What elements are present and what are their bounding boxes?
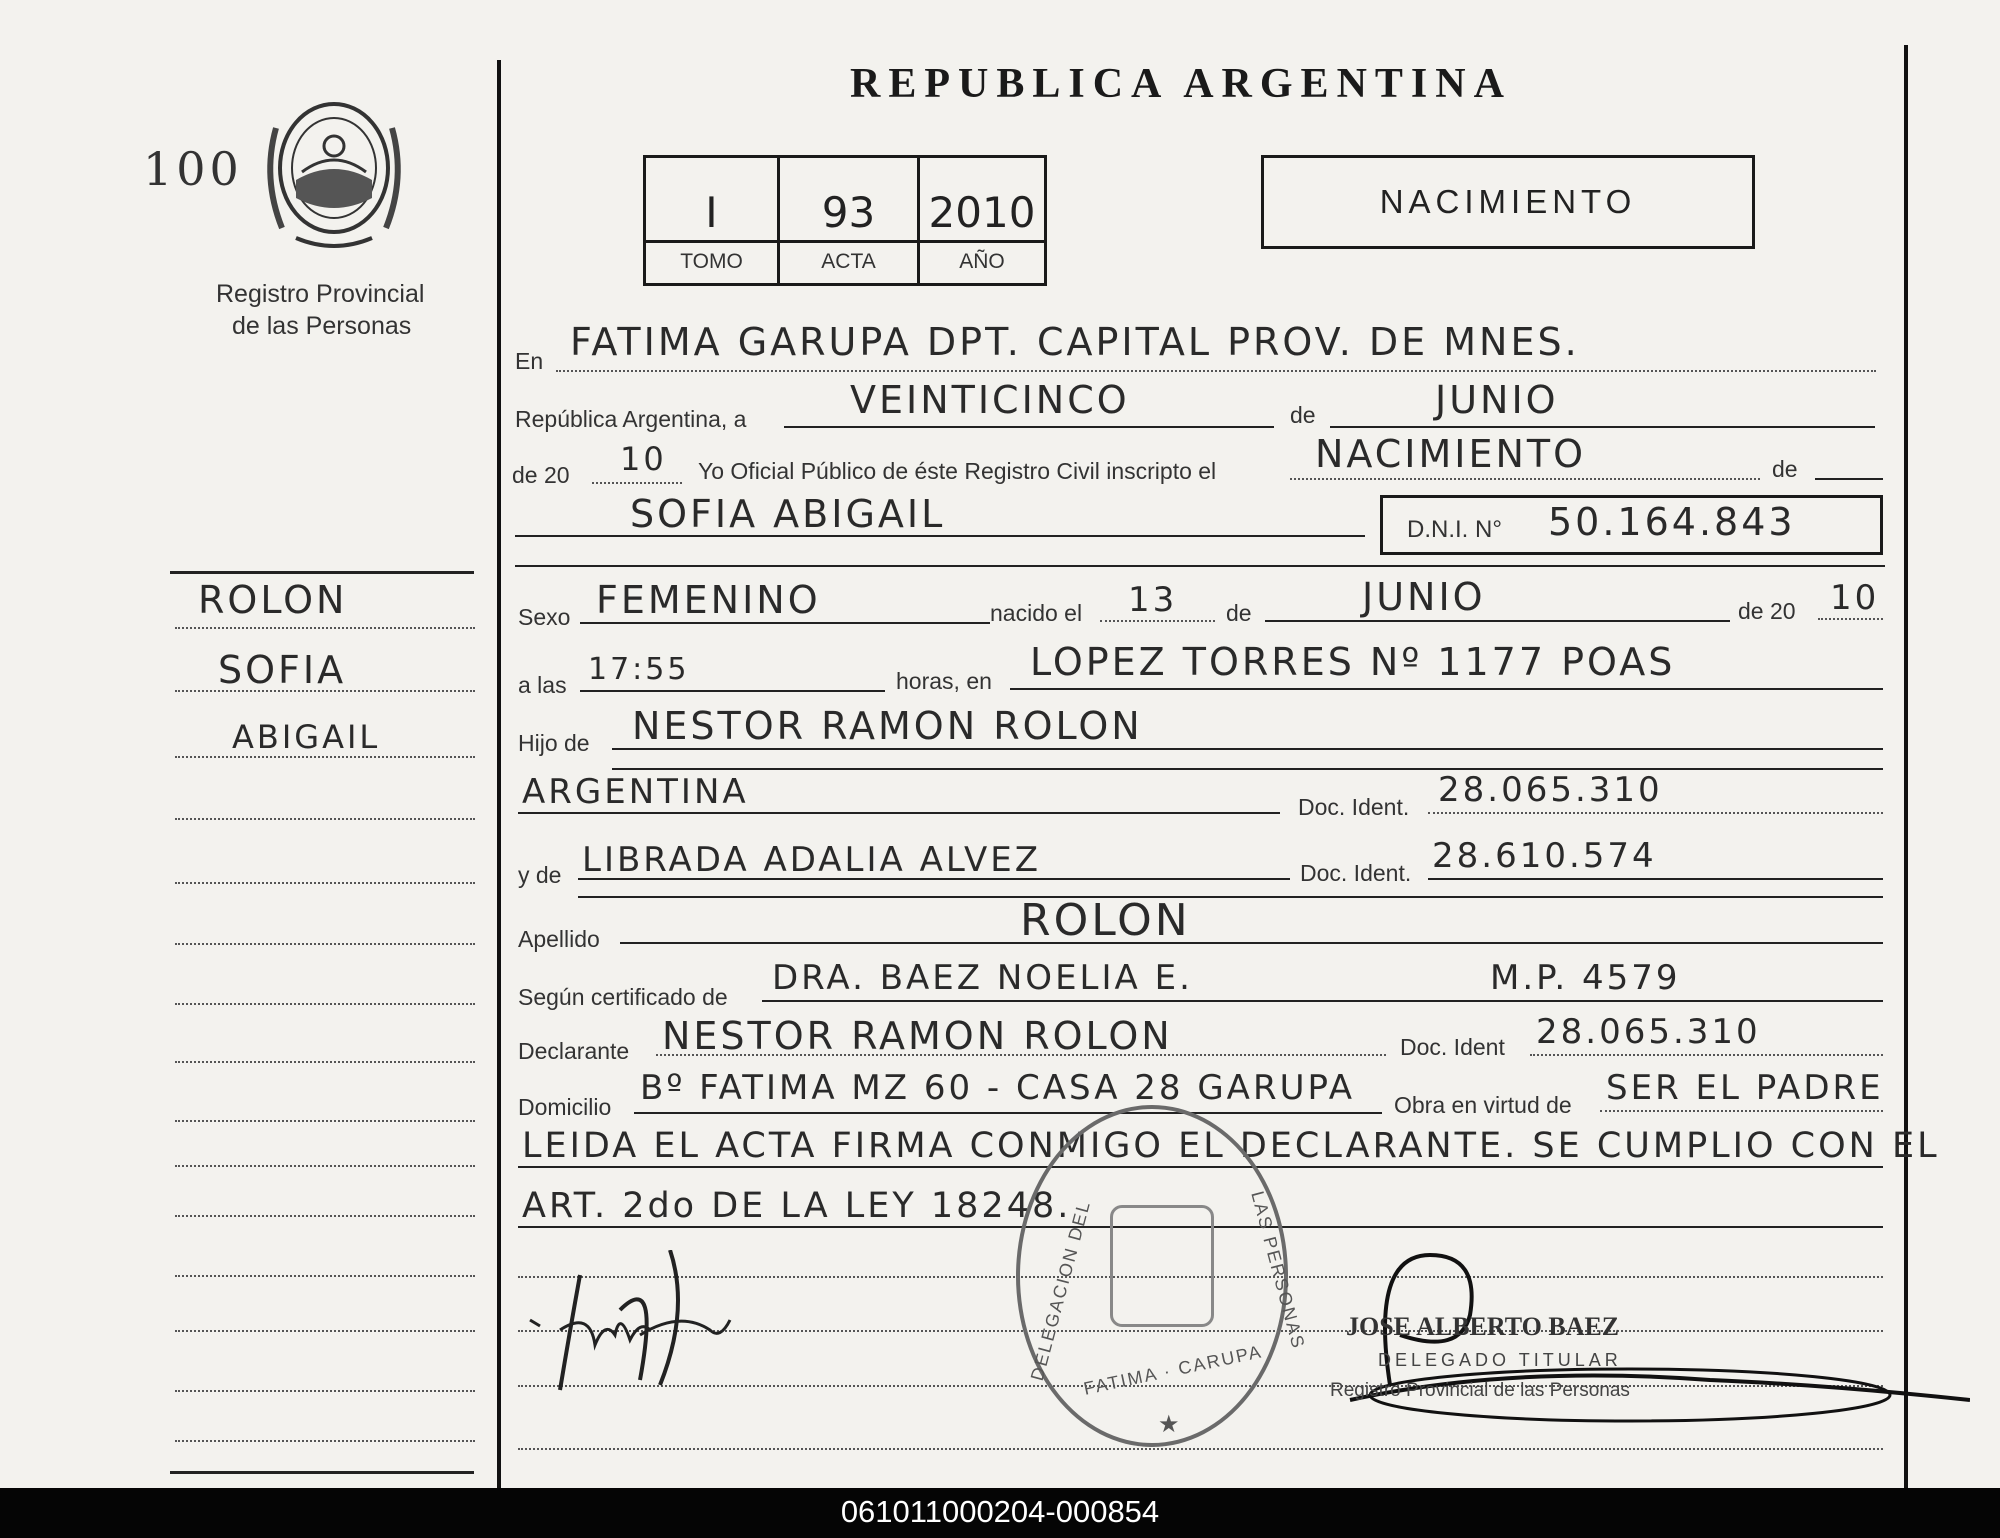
declarante-label: Declarante [518,1038,630,1064]
doc-ident-label-2: Doc. Ident. [1300,860,1412,886]
dni-box [1380,495,1883,555]
padre-line [612,748,1883,750]
nacionalidad-line [518,812,1280,814]
apellido-label: Apellido [518,926,600,952]
de20-label-2: de 20 [1738,598,1796,624]
apellido-value: ROLON [1020,895,1191,946]
inscripto-line [1290,478,1760,480]
nacionalidad-value: ARGENTINA [522,772,749,812]
official-name: JOSE ALBERTO BAEZ [1346,1312,1620,1341]
seal-emblem-icon [1110,1205,1214,1327]
sexo-label: Sexo [518,604,571,630]
horas-en-label: horas, en [896,668,992,694]
domicilio-label: Domicilio [518,1094,612,1120]
child-name-value: SOFIA ABIGAIL [630,492,946,536]
nacido-label: nacido el [990,600,1083,626]
sidebar-bottom-rule [170,1471,474,1474]
place-value: FATIMA GARUPA DPT. CAPITAL PROV. DE MNES. [570,320,1580,364]
medico-value: DRA. BAEZ NOELIA E. [772,958,1193,998]
domicilio-line [634,1112,1382,1114]
sidebar-line [175,1165,475,1167]
de-label-2: de [1772,456,1798,482]
month-line [1330,426,1875,428]
apellido-line [620,942,1883,944]
obra-line [1600,1110,1883,1112]
sidebar-line [175,943,475,945]
hora-value: 17:55 [588,652,690,687]
anio-label: AÑO [920,240,1044,283]
seal-text-right: LAS PERSONAS [1247,1189,1309,1352]
acta-label: ACTA [780,240,917,283]
padre-value: NESTOR RAMON ROLON [632,704,1143,748]
padre-line-2 [612,768,1883,770]
record-number-box [643,155,1047,286]
seal-text-bottom: FATIMA · CARUPA [1081,1341,1265,1399]
day-words-value: VEINTICINCO [850,378,1130,422]
sidebar-line [175,1275,475,1277]
record-type-box: NACIMIENTO [1261,155,1755,249]
sidebar-line [175,1215,475,1217]
acta-value: 93 [821,188,876,237]
acta-cell [780,158,920,283]
padre-doc-value: 28.065.310 [1438,770,1663,810]
de20-label: de 20 [512,462,570,488]
sidebar-line [175,1330,475,1332]
lugar-value: LOPEZ TORRES Nº 1177 POAS [1030,640,1676,684]
sidebar-line [175,882,475,884]
tomo-value: I [705,188,718,237]
nacido-month-line [1265,620,1730,622]
madre-value: LIBRADA ADALIA ALVEZ [582,840,1042,880]
year-suffix-value: 10 [620,440,667,478]
de-label-3: de [1226,600,1252,626]
sidebar-line [175,690,475,692]
header-divider [515,565,1885,567]
document-title: REPUBLICA ARGENTINA [850,61,1512,107]
sidebar-name-1: SOFIA [218,648,347,692]
seal-star-icon: ★ [1158,1411,1180,1438]
day-line [784,426,1274,428]
padre-doc-line [1428,812,1883,814]
declarante-doc-value: 28.065.310 [1536,1012,1761,1052]
alas-label: a las [518,672,567,698]
month-value: JUNIO [1435,378,1559,422]
en-label: En [515,348,544,374]
tomo-cell [646,158,780,283]
sidebar-line [175,756,475,758]
signature-line [518,1448,1883,1450]
dni-value: 50.164.843 [1548,500,1796,544]
sidebar-line [175,1061,475,1063]
medico-line [762,1000,1883,1002]
hijo-label: Hijo de [518,730,590,756]
observation-line-2: ART. 2do DE LA LEY 18248. [522,1186,1072,1226]
declarante-value: NESTOR RAMON ROLON [662,1014,1173,1058]
republica-label: República Argentina, a [515,406,747,432]
page-number: 100 [143,142,243,196]
madre-doc-value: 28.610.574 [1432,836,1657,876]
sidebar-name-2: ABIGAIL [232,718,381,756]
hora-line [580,690,885,692]
anio-cell [920,158,1044,283]
de-line-2 [1815,478,1883,480]
certificado-label: Según certificado de [518,984,728,1010]
inscripto-value: NACIMIENTO [1315,432,1587,476]
declarante-doc-line [1530,1054,1883,1056]
year-line [592,482,682,484]
nacido-day-value: 13 [1128,580,1178,620]
tomo-label: TOMO [646,240,777,283]
seal-text-left: DELEGACION DEL [1026,1197,1095,1383]
sidebar-line [175,627,475,629]
sexo-value: FEMENINO [596,578,821,622]
doc-ident-label-3: Doc. Ident [1400,1034,1505,1060]
coat-of-arms-icon [256,88,412,256]
obra-value: SER EL PADRE [1606,1068,1884,1108]
matricula-value: M.P. 4579 [1490,958,1681,998]
sidebar-surname: ROLON [198,578,348,622]
form-left-border [497,60,501,1490]
sidebar-top-rule [170,571,474,574]
de-label: de [1290,402,1316,428]
en-line [556,370,1876,372]
sidebar-line [175,1440,475,1442]
lugar-line [1010,688,1883,690]
nacido-month-value: JUNIO [1362,575,1486,619]
sexo-line [580,622,990,624]
nacido-year-value: 10 [1830,578,1880,618]
doc-ident-label: Doc. Ident. [1298,794,1410,820]
dni-label: D.N.I. N° [1407,516,1502,543]
sidebar-line [175,1390,475,1392]
sidebar-line [175,818,475,820]
official-title: DELEGADO TITULAR [1378,1350,1622,1370]
obra-label: Obra en virtud de [1394,1092,1572,1118]
declarant-signature [520,1250,770,1400]
domicilio-value: Bº FATIMA MZ 60 - CASA 28 GARUPA [640,1068,1356,1108]
yde-label: y de [518,862,562,888]
sidebar-line [175,1120,475,1122]
handwritten-signature-icon [520,1250,770,1400]
nacido-day-line [1100,620,1215,622]
provincia-de-misiones-coat-of-arms-icon [256,88,412,256]
sidebar-line [175,1003,475,1005]
madre-doc-line [1428,878,1883,880]
document-barcode-number: 061011000204-000854 [840,1494,1160,1529]
registry-line-1: Registro Provincial [216,280,425,308]
madre-line-2 [578,896,1883,898]
anio-value: 2010 [928,188,1036,237]
registry-line-2: de las Personas [232,312,412,340]
observation-line-1: LEIDA EL ACTA FIRMA CONMIGO EL DECLARANTE. SE CUMPLIO CON EL [522,1126,1940,1166]
oficial-text: Yo Oficial Público de éste Registro Civil inscripto el [698,458,1217,484]
official-org: Registro Provincial de las Personas [1330,1380,1630,1401]
nacido-year-line [1818,618,1883,620]
